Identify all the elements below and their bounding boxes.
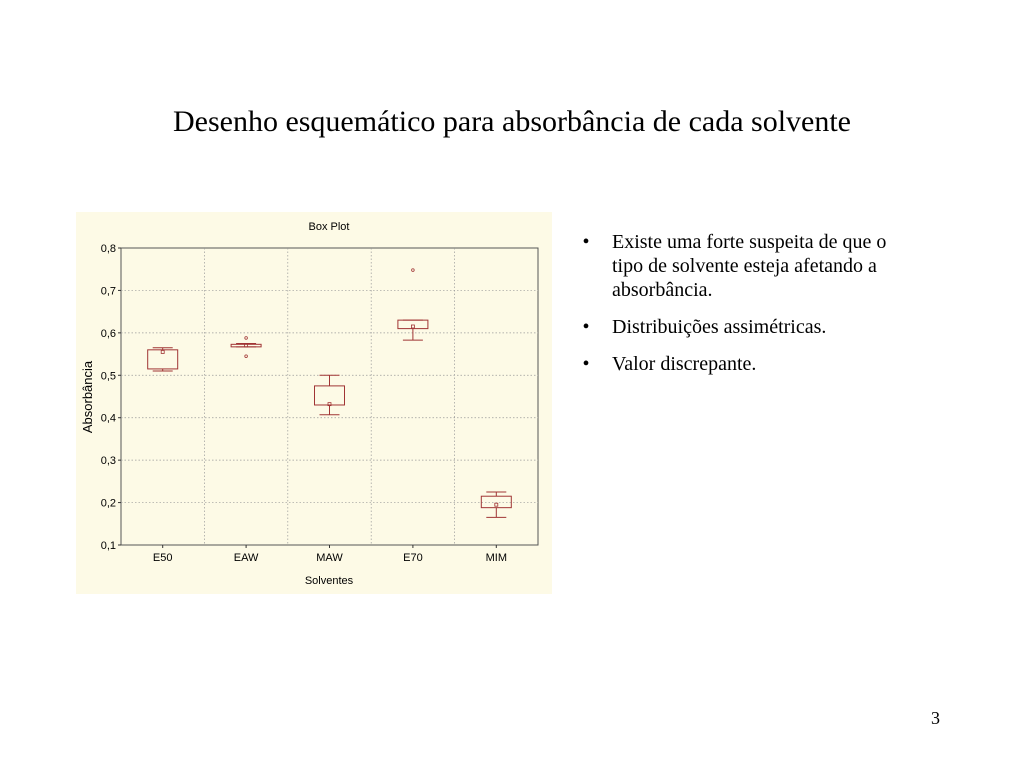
box-iqr bbox=[315, 386, 345, 405]
page-number: 3 bbox=[931, 708, 940, 728]
box-plot-svg bbox=[76, 212, 552, 594]
box-series bbox=[148, 269, 512, 518]
y-axis-label: Absorbância bbox=[80, 360, 95, 434]
box-iqr bbox=[148, 350, 178, 369]
y-tick-label: 0,2 bbox=[100, 497, 116, 510]
y-axis-ticks bbox=[101, 243, 121, 552]
bullet-text: Distribuições assimétricas. bbox=[612, 316, 827, 338]
bullet-dot-icon: • bbox=[582, 316, 590, 338]
x-tick-label: E50 bbox=[152, 552, 173, 564]
x-tick-label: MIM bbox=[485, 552, 507, 564]
slide-title: Desenho esquemático para absorbância de cada solvente bbox=[172, 105, 852, 138]
bullet-dot-icon: • bbox=[582, 231, 590, 253]
x-axis-label: Solventes bbox=[304, 575, 354, 587]
median-marker bbox=[411, 325, 414, 328]
plot-frame bbox=[121, 248, 538, 545]
box-iqr bbox=[231, 344, 261, 347]
outlier-point bbox=[245, 355, 248, 358]
x-tick-label: E70 bbox=[403, 552, 423, 564]
bullet-dot-icon: • bbox=[582, 353, 590, 375]
y-tick-label: 0,7 bbox=[100, 285, 116, 298]
grid-lines bbox=[121, 248, 538, 545]
y-tick-label: 0,4 bbox=[100, 412, 116, 425]
y-tick-label: 0,6 bbox=[100, 327, 116, 340]
bullet-text: Valor discrepante. bbox=[612, 353, 757, 375]
y-tick-label: 0,3 bbox=[100, 455, 116, 468]
bullet-item bbox=[576, 315, 916, 339]
box-plot-eaw bbox=[231, 337, 261, 358]
outlier-point bbox=[245, 337, 248, 340]
y-tick-label: 0,1 bbox=[100, 540, 116, 552]
box-plot-e50 bbox=[148, 348, 178, 371]
box-plot-e70 bbox=[398, 269, 428, 340]
box-plot-mim bbox=[481, 492, 511, 517]
y-tick-label: 0,8 bbox=[100, 243, 116, 255]
median-marker bbox=[495, 503, 498, 506]
box-plot-chart bbox=[76, 212, 552, 594]
bullet-item bbox=[576, 230, 916, 302]
box-iqr bbox=[398, 320, 428, 328]
bullet-item bbox=[576, 352, 916, 376]
chart-title: Box Plot bbox=[308, 221, 350, 233]
x-tick-label: MAW bbox=[316, 552, 343, 564]
x-tick-label: EAW bbox=[233, 552, 259, 564]
bullet-list bbox=[576, 230, 916, 389]
box-plot-maw bbox=[315, 375, 345, 414]
median-marker bbox=[161, 350, 164, 353]
outlier-point bbox=[412, 269, 415, 272]
bullet-text: Existe uma forte suspeita de que o tipo de solvente esteja afetando a absorbância. bbox=[612, 231, 887, 301]
x-axis-ticks bbox=[153, 545, 507, 564]
y-tick-label: 0,5 bbox=[100, 370, 116, 383]
